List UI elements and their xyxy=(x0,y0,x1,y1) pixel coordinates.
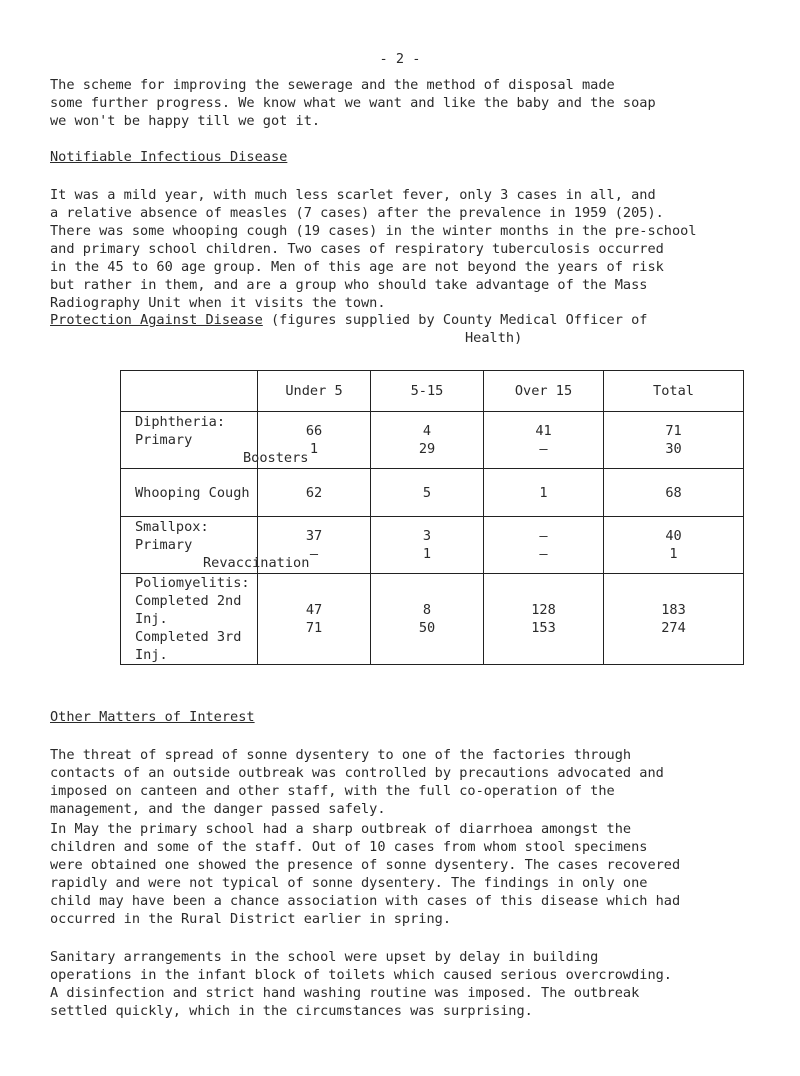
cell-diphtheria-total: 71 30 xyxy=(604,412,744,469)
header-blank xyxy=(121,371,258,412)
protection-heading-line xyxy=(50,311,647,329)
cell-whooping-under5: 62 xyxy=(258,469,371,517)
sanitary-paragraph: Sanitary arrangements in the school were upset by delay in building operations in the infant block of toilets which caused serious overcrowding. A disinfection and strict hand washing routine was imposed. The outbreak settled quickly, which in the circumstances was surprising. xyxy=(50,949,672,1019)
header-5-15: 5-15 xyxy=(371,371,484,412)
row-label-whooping-cough: Whooping Cough xyxy=(121,469,258,517)
protection-table xyxy=(120,370,744,665)
protection-source-note: (figures supplied by County Medical Officer of xyxy=(262,312,648,328)
table-row-whooping-cough xyxy=(121,469,744,517)
intro-paragraph: The scheme for improving the sewerage and the method of disposal made some further progress. We know what we want and like the baby and the soap we won't be happy till we got it. xyxy=(50,77,656,129)
infectious-disease-heading: Notifiable Infectious Disease xyxy=(50,149,288,165)
header-total: Total xyxy=(604,371,744,412)
table-row-poliomyelitis xyxy=(121,574,744,665)
table-row-smallpox xyxy=(121,517,744,574)
infectious-disease-paragraph: It was a mild year, with much less scarlet fever, only 3 cases in all, and a relative absence of measles (7 cases) after the prevalence in 1959 (205). There was some whooping cough (19 cases) in the winter months in the pre-school and primary school children. Two cases of respiratory tuberculosis occurred in the 45 to 60 age group. Men of this age are not beyond the years of risk but rather in them, and are a group who should take advantage of the Mass Radiography Unit when it visits the town. xyxy=(50,187,697,311)
header-over-15: Over 15 xyxy=(484,371,604,412)
table-row-diphtheria xyxy=(121,412,744,469)
protection-heading: Protection Against Disease xyxy=(50,312,263,328)
cell-polio-5-15: 8 50 xyxy=(371,574,484,665)
other-matters-heading: Other Matters of Interest xyxy=(50,709,255,725)
protection-source-note-cont: Health) xyxy=(465,330,523,346)
cell-whooping-over15: 1 xyxy=(484,469,604,517)
cell-diphtheria-under5: 66 1 xyxy=(258,412,371,469)
cell-polio-under5: 47 71 xyxy=(258,574,371,665)
cell-polio-total: 183 274 xyxy=(604,574,744,665)
cell-diphtheria-over15: 41 – xyxy=(484,412,604,469)
cell-smallpox-total: 40 1 xyxy=(604,517,744,574)
row-label-diphtheria: Diphtheria: Primary Boosters xyxy=(121,412,258,469)
cell-smallpox-5-15: 3 1 xyxy=(371,517,484,574)
cell-diphtheria-5-15: 4 29 xyxy=(371,412,484,469)
header-under-5: Under 5 xyxy=(258,371,371,412)
cell-whooping-5-15: 5 xyxy=(371,469,484,517)
row-label-poliomyelitis: Poliomyelitis: Completed 2nd Inj. Completed 3rd Inj. xyxy=(121,574,258,665)
table-header-row xyxy=(121,371,744,412)
cell-whooping-total: 68 xyxy=(604,469,744,517)
page-number: - 2 - xyxy=(379,51,421,67)
dysentery-paragraph: The threat of spread of sonne dysentery to one of the factories through contacts of an outside outbreak was controlled by precautions advocated and imposed on canteen and other staff, with the full co-operation of the management, and the danger passed safely. xyxy=(50,747,664,817)
diarrhoea-paragraph: In May the primary school had a sharp outbreak of diarrhoea amongst the children and some of the staff. Out of 10 cases from whom stool specimens were obtained one showed the presence of sonne dysentery. The cases recovered rapidly and were not typical of sonne dysentery. The findings in only one child may have been a chance association with cases of this disease which had occurred in the Rural District earlier in spring. xyxy=(50,821,681,927)
cell-smallpox-under5: 37 – xyxy=(258,517,371,574)
cell-smallpox-over15: – – xyxy=(484,517,604,574)
row-label-smallpox: Smallpox: Primary Revaccination xyxy=(121,517,258,574)
cell-polio-over15: 128 153 xyxy=(484,574,604,665)
